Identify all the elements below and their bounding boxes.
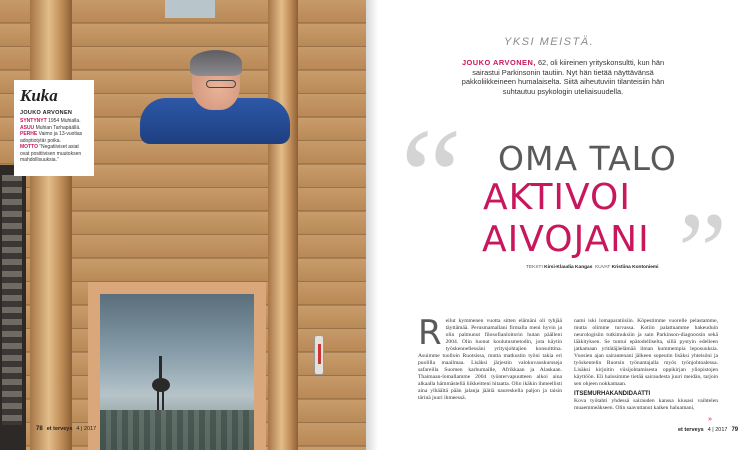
footer-left <box>36 426 96 432</box>
profile-row-born: SYNTYNYT 1954 Muhialla. <box>20 118 81 124</box>
profile-row-lives: ASUU Muhian Tarhapäällä. <box>20 124 81 131</box>
right-page-article <box>378 0 740 450</box>
profile-box-title: Kuka <box>20 86 58 105</box>
man-hair <box>190 50 242 76</box>
tree-line <box>100 410 254 450</box>
body-column-2-text: nami iski lomaparatiisiin. Köpestimme vuorelle pelastamme, mutta olimme turvassa. Kotiin palattuamme hakeuduin neurologisiin tutkimuksiin ja sain Parkinson-diagnoosin sekä lääkityksen. Se tuntui epätodelliselta, sillä pystyin edelleen jatkamaan yritätäjäelämää ilman kummempia leposuuksia. Vuosien ajan sairautenani jälkeen sopeutin lisäksi yhteisöni ja työskentelin Ruotsin työnantajalla myös työnjohtoalessa. Lisäksi kirjoitin viisijohtamisesta oppikirjan yliopistojen käyttöön. Eli halusimme tietää sairaudesta juuri meidän, tarjoin sen ohjeen nokkamaan. <box>574 318 718 387</box>
profile-row-family: PERHE Vaimo ja 13-vuotias adoptiotytär poika. <box>20 131 83 144</box>
drop-cap: R <box>418 318 442 353</box>
body-column-2b-text: Kova työtahti yhdessä sairauden kanssa kiusasi vaihtelen muaemmeäkseen. Olin saavuttanut kaiken haluamani, <box>574 398 718 411</box>
body-subhead: ITSEMURHAKANDIDAATTI <box>574 391 651 397</box>
article-body <box>418 318 718 426</box>
lead-name: JOUKO ARVONEN, <box>461 58 536 67</box>
section-kicker: YKSI MEISTÄ. <box>504 36 595 48</box>
page-number-left: 78 <box>36 426 43 432</box>
page-gutter <box>366 0 378 450</box>
article-credits: TEKSTI Kirsi-Klaudia Kangas KUVAT Kristiina Kontoniemi <box>526 265 659 270</box>
body-column-2 <box>574 318 718 426</box>
framed-window <box>88 282 266 450</box>
man-leaning-out-window <box>140 50 290 170</box>
headline-line-1: OMA TALO <box>498 139 677 178</box>
glasses-icon <box>206 80 236 88</box>
body-column-1-text: eilut kymmenen vuotta sitten elämäni oli tyhjää täyttämää. Perusmamallani firmalla meni hyvin ja olin palmunut filosofianloitorin hutan päälleni 2004. Olin luonut koulutusmetodin, jota käytin työskennellessäni yritysjohtajien konsulttina. Asuimme tuolloin Ruotsissa, mutta matkustin työni takia eri puolilla maailmaa. Lisäksi järjestin valokuvauskursseja safareilla Suomen karhumaille, Afrikkaan ja Alaskaan. Thaimaan-lomallamme 2004 työntervapuutteen alkoi aina alkaalla hämmästellä liikkeitteni hitaatta. Olin ikäkin ihmeellisti aina ylhäältä pään jalanja jäätiä naureskella paljon ja taisin tärinä juuri ihmeessä. <box>418 318 562 401</box>
lead-text: 62, oli kiireinen yrityskonsultti, kun hän sairastui Parkinsonin tautiin. Nyt hän tietää näyttävänsä pakkoliikkeineen humalaiselta. Siitä aiheutuviin tilanteisiin hän suhtautuu psykologin uteliaisuudella. <box>461 58 665 96</box>
close-quote-icon: ” <box>678 190 727 312</box>
magazine-name-left: et terveys <box>46 426 73 432</box>
continue-arrow-icon: » <box>708 416 712 423</box>
issue-right: 4 | 2017 <box>707 427 728 433</box>
log-post-left <box>30 0 72 450</box>
profile-row-motto: MOTTO ”Negatiiviset asiat ovat positiivisen muutoksen mahdollisuuksia.” <box>20 144 82 163</box>
open-quote-icon: “ <box>400 100 463 255</box>
door-handle <box>314 335 324 375</box>
crane-bird-icon <box>150 356 172 410</box>
profile-name: JOUKO ARVONEN <box>20 110 73 116</box>
issue-left: 4 | 2017 <box>76 426 97 432</box>
headline-line-3: AIVOJANI <box>482 219 650 260</box>
window-landscape-reflection <box>100 294 254 450</box>
page-number-right: 79 <box>731 427 739 433</box>
article-lead <box>448 58 678 96</box>
left-page-photo <box>0 0 366 450</box>
sky-patch <box>165 0 215 18</box>
glass-strip <box>2 175 22 425</box>
footer-right <box>678 427 738 433</box>
headline-line-2: AKTIVOI <box>483 177 631 218</box>
body-column-1 <box>418 318 562 426</box>
magazine-name-right: et terveys <box>678 427 704 433</box>
profile-info-box <box>14 80 94 176</box>
